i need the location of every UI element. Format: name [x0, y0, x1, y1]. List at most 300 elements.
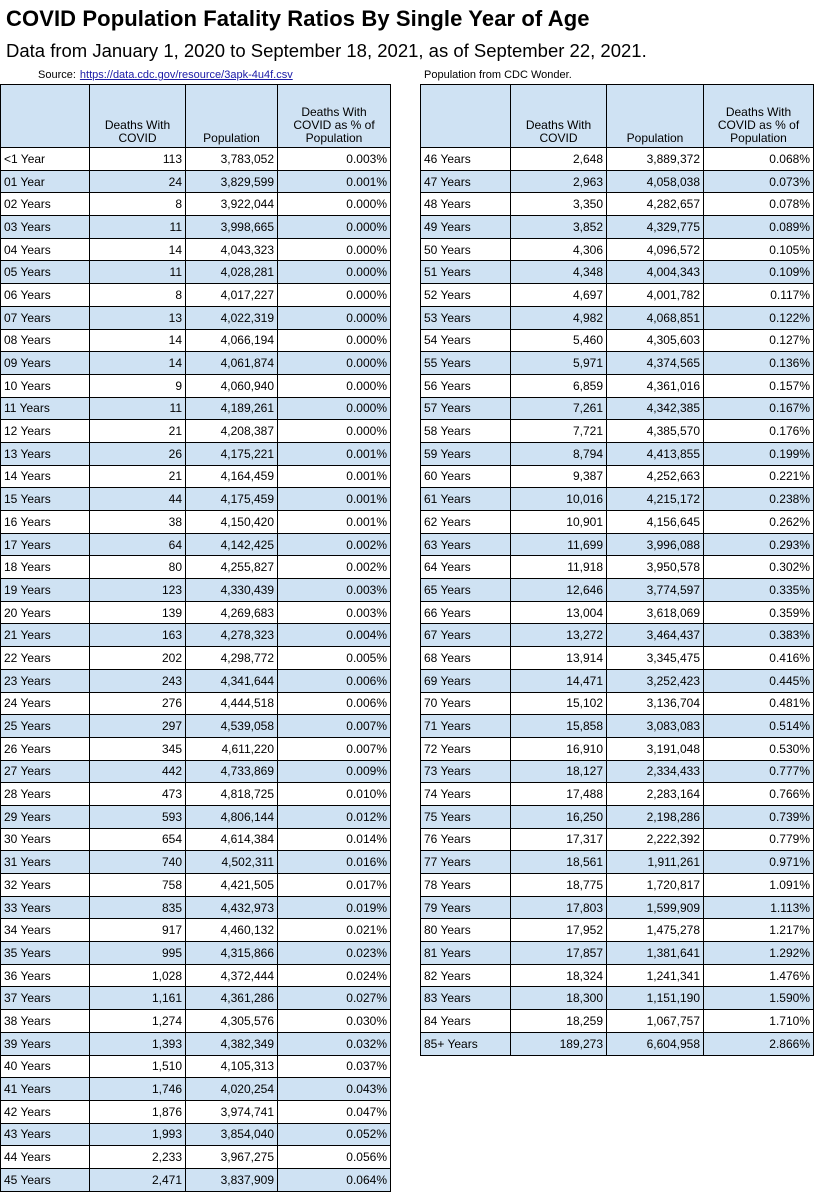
ratio-cell: 0.000%: [278, 193, 391, 216]
table-row: [1, 964, 391, 987]
page-title: COVID Population Fatality Ratios By Single Year of Age: [6, 6, 590, 31]
deaths-cell: 1,876: [90, 1100, 186, 1123]
age-cell: 26 Years: [1, 737, 90, 760]
ratio-cell: 1.113%: [704, 896, 814, 919]
deaths-cell: 7,721: [511, 420, 607, 443]
table-row: [1, 896, 391, 919]
age-cell: 28 Years: [1, 783, 90, 806]
age-cell: 68 Years: [421, 647, 511, 670]
table-row: [1, 874, 391, 897]
age-cell: 48 Years: [421, 193, 511, 216]
population-cell: 4,252,663: [607, 465, 704, 488]
population-note: Population from CDC Wonder.: [424, 69, 572, 81]
table-row: [421, 170, 814, 193]
age-cell: 74 Years: [421, 783, 511, 806]
age-cell: 63 Years: [421, 533, 511, 556]
deaths-cell: 5,460: [511, 329, 607, 352]
ratio-cell: 0.007%: [278, 715, 391, 738]
ratio-cell: 0.000%: [278, 397, 391, 420]
deaths-cell: 593: [90, 805, 186, 828]
table-row: [1, 397, 391, 420]
ratio-cell: 0.122%: [704, 306, 814, 329]
ratio-cell: 0.514%: [704, 715, 814, 738]
age-cell: 84 Years: [421, 1010, 511, 1033]
deaths-cell: 6,859: [511, 374, 607, 397]
age-cell: 66 Years: [421, 601, 511, 624]
deaths-cell: 13: [90, 306, 186, 329]
table-row: [421, 556, 814, 579]
table-row: [1, 1123, 391, 1146]
population-cell: 3,996,088: [607, 533, 704, 556]
population-cell: 3,967,275: [186, 1146, 278, 1169]
population-cell: 3,837,909: [186, 1168, 278, 1191]
ratio-cell: 0.089%: [704, 216, 814, 239]
ratio-cell: 0.105%: [704, 238, 814, 261]
population-cell: 4,278,323: [186, 624, 278, 647]
deaths-cell: 202: [90, 647, 186, 670]
population-cell: 4,315,866: [186, 942, 278, 965]
age-cell: 80 Years: [421, 919, 511, 942]
ratio-cell: 0.481%: [704, 692, 814, 715]
population-cell: 3,191,048: [607, 737, 704, 760]
ratio-cell: 0.017%: [278, 874, 391, 897]
table-row: [421, 715, 814, 738]
population-cell: 4,066,194: [186, 329, 278, 352]
age-cell: 33 Years: [1, 896, 90, 919]
deaths-cell: 4,697: [511, 284, 607, 307]
age-cell: 05 Years: [1, 261, 90, 284]
table-row: [421, 896, 814, 919]
age-cell: <1 Year: [1, 148, 90, 171]
table-row: [1, 442, 391, 465]
deaths-cell: 4,982: [511, 306, 607, 329]
ratio-cell: 0.000%: [278, 238, 391, 261]
population-cell: 4,361,016: [607, 374, 704, 397]
table-row: [421, 987, 814, 1010]
deaths-cell: 10,016: [511, 488, 607, 511]
population-cell: 4,058,038: [607, 170, 704, 193]
table-row: [421, 261, 814, 284]
table-row: [1, 1010, 391, 1033]
age-cell: 34 Years: [1, 919, 90, 942]
ratio-cell: 0.012%: [278, 805, 391, 828]
table-row: [1, 284, 391, 307]
age-cell: 76 Years: [421, 828, 511, 851]
age-cell: 46 Years: [421, 148, 511, 171]
ratio-cell: 0.073%: [704, 170, 814, 193]
deaths-cell: 11,918: [511, 556, 607, 579]
deaths-cell: 13,914: [511, 647, 607, 670]
age-cell: 79 Years: [421, 896, 511, 919]
deaths-cell: 1,028: [90, 964, 186, 987]
age-cell: 15 Years: [1, 488, 90, 511]
population-cell: 3,464,437: [607, 624, 704, 647]
table-row: [421, 828, 814, 851]
population-cell: 4,001,782: [607, 284, 704, 307]
table-row: [1, 216, 391, 239]
ratio-cell: 0.005%: [278, 647, 391, 670]
age-cell: 58 Years: [421, 420, 511, 443]
age-cell: 37 Years: [1, 987, 90, 1010]
col-header-ratio: Deaths With COVID as % of Population: [278, 85, 391, 148]
deaths-cell: 473: [90, 783, 186, 806]
population-cell: 3,774,597: [607, 579, 704, 602]
deaths-cell: 26: [90, 442, 186, 465]
ratio-cell: 0.416%: [704, 647, 814, 670]
deaths-cell: 3,350: [511, 193, 607, 216]
age-cell: 67 Years: [421, 624, 511, 647]
table-row: [1, 374, 391, 397]
population-cell: 4,361,286: [186, 987, 278, 1010]
ratio-cell: 0.006%: [278, 669, 391, 692]
deaths-cell: 14: [90, 329, 186, 352]
population-cell: 4,164,459: [186, 465, 278, 488]
table-row: [421, 488, 814, 511]
deaths-cell: 14: [90, 352, 186, 375]
ratio-cell: 0.262%: [704, 511, 814, 534]
age-cell: 43 Years: [1, 1123, 90, 1146]
table-row: [421, 601, 814, 624]
ratio-cell: 0.027%: [278, 987, 391, 1010]
population-cell: 6,604,958: [607, 1032, 704, 1055]
population-cell: 2,222,392: [607, 828, 704, 851]
table-row: [1, 624, 391, 647]
deaths-cell: 44: [90, 488, 186, 511]
ratio-cell: 1.217%: [704, 919, 814, 942]
col-header-ratio: Deaths With COVID as % of Population: [704, 85, 814, 148]
table-row: [1, 692, 391, 715]
population-cell: 4,020,254: [186, 1078, 278, 1101]
table-row: [1, 511, 391, 534]
table-row: [1, 533, 391, 556]
ratio-cell: 0.068%: [704, 148, 814, 171]
age-cell: 75 Years: [421, 805, 511, 828]
population-cell: 4,142,425: [186, 533, 278, 556]
population-cell: 4,105,313: [186, 1055, 278, 1078]
deaths-cell: 1,510: [90, 1055, 186, 1078]
table-row: [421, 511, 814, 534]
table-row: [421, 647, 814, 670]
table-row: [421, 942, 814, 965]
table-row: [1, 715, 391, 738]
table-row: [1, 987, 391, 1010]
population-cell: 2,283,164: [607, 783, 704, 806]
table-row: [1, 647, 391, 670]
ratio-cell: 0.777%: [704, 760, 814, 783]
col-header-age: [421, 85, 511, 148]
deaths-cell: 2,233: [90, 1146, 186, 1169]
age-cell: 70 Years: [421, 692, 511, 715]
source-line: [38, 69, 293, 81]
age-cell: 12 Years: [1, 420, 90, 443]
table-row: [421, 374, 814, 397]
ratio-cell: 0.000%: [278, 216, 391, 239]
population-cell: 4,341,644: [186, 669, 278, 692]
table-row: [421, 783, 814, 806]
population-cell: 4,156,645: [607, 511, 704, 534]
deaths-cell: 4,348: [511, 261, 607, 284]
ratio-cell: 0.127%: [704, 329, 814, 352]
deaths-cell: 17,488: [511, 783, 607, 806]
table-row: [1, 1146, 391, 1169]
age-cell: 09 Years: [1, 352, 90, 375]
population-cell: 4,374,565: [607, 352, 704, 375]
age-cell: 73 Years: [421, 760, 511, 783]
ratio-cell: 0.024%: [278, 964, 391, 987]
deaths-cell: 5,971: [511, 352, 607, 375]
population-cell: 4,175,459: [186, 488, 278, 511]
age-cell: 44 Years: [1, 1146, 90, 1169]
table-row: [421, 1032, 814, 1055]
population-cell: 4,175,221: [186, 442, 278, 465]
population-cell: 4,385,570: [607, 420, 704, 443]
age-cell: 02 Years: [1, 193, 90, 216]
table-row: [1, 942, 391, 965]
deaths-cell: 18,775: [511, 874, 607, 897]
deaths-cell: 8,794: [511, 442, 607, 465]
ratio-cell: 0.001%: [278, 170, 391, 193]
ratio-cell: 0.359%: [704, 601, 814, 624]
population-cell: 4,444,518: [186, 692, 278, 715]
population-cell: 4,208,387: [186, 420, 278, 443]
age-cell: 45 Years: [1, 1168, 90, 1191]
ratio-cell: 0.007%: [278, 737, 391, 760]
table-row: [1, 851, 391, 874]
ratio-cell: 0.043%: [278, 1078, 391, 1101]
table-row: [1, 1055, 391, 1078]
population-cell: 4,028,281: [186, 261, 278, 284]
population-cell: 2,334,433: [607, 760, 704, 783]
col-header-deaths: Deaths With COVID: [90, 85, 186, 148]
deaths-cell: 1,993: [90, 1123, 186, 1146]
table-row: [421, 533, 814, 556]
population-cell: 1,720,817: [607, 874, 704, 897]
population-cell: 3,974,741: [186, 1100, 278, 1123]
age-cell: 31 Years: [1, 851, 90, 874]
ratio-cell: 1.292%: [704, 942, 814, 965]
deaths-cell: 758: [90, 874, 186, 897]
population-cell: 4,298,772: [186, 647, 278, 670]
table-row: [421, 851, 814, 874]
age-cell: 41 Years: [1, 1078, 90, 1101]
table-row: [421, 805, 814, 828]
col-header-population: Population: [186, 85, 278, 148]
age-cell: 21 Years: [1, 624, 90, 647]
ratio-cell: 0.176%: [704, 420, 814, 443]
col-header-population: Population: [607, 85, 704, 148]
age-cell: 40 Years: [1, 1055, 90, 1078]
population-cell: 3,083,083: [607, 715, 704, 738]
deaths-cell: 16,250: [511, 805, 607, 828]
ratio-cell: 1.710%: [704, 1010, 814, 1033]
age-cell: 85+ Years: [421, 1032, 511, 1055]
ratio-cell: 0.221%: [704, 465, 814, 488]
population-cell: 4,539,058: [186, 715, 278, 738]
deaths-cell: 123: [90, 579, 186, 602]
table-row: [421, 442, 814, 465]
table-row: [1, 352, 391, 375]
population-cell: 3,829,599: [186, 170, 278, 193]
population-cell: 4,413,855: [607, 442, 704, 465]
table-row: [1, 1032, 391, 1055]
deaths-cell: 14,471: [511, 669, 607, 692]
ratio-cell: 0.002%: [278, 556, 391, 579]
deaths-cell: 345: [90, 737, 186, 760]
population-cell: 4,382,349: [186, 1032, 278, 1055]
population-cell: 2,198,286: [607, 805, 704, 828]
table-row: [1, 579, 391, 602]
ratio-cell: 0.064%: [278, 1168, 391, 1191]
population-cell: 4,460,132: [186, 919, 278, 942]
deaths-cell: 163: [90, 624, 186, 647]
deaths-cell: 1,274: [90, 1010, 186, 1033]
deaths-cell: 2,963: [511, 170, 607, 193]
deaths-cell: 17,317: [511, 828, 607, 851]
age-cell: 69 Years: [421, 669, 511, 692]
table-row: [421, 579, 814, 602]
deaths-cell: 7,261: [511, 397, 607, 420]
age-cell: 24 Years: [1, 692, 90, 715]
age-cell: 59 Years: [421, 442, 511, 465]
deaths-cell: 11: [90, 397, 186, 420]
age-cell: 35 Years: [1, 942, 90, 965]
ratio-cell: 0.010%: [278, 783, 391, 806]
header-row: [421, 85, 814, 148]
age-cell: 53 Years: [421, 306, 511, 329]
age-cell: 71 Years: [421, 715, 511, 738]
age-cell: 81 Years: [421, 942, 511, 965]
age-cell: 49 Years: [421, 216, 511, 239]
deaths-cell: 80: [90, 556, 186, 579]
ratio-cell: 0.157%: [704, 374, 814, 397]
ratio-cell: 0.335%: [704, 579, 814, 602]
age-cell: 32 Years: [1, 874, 90, 897]
age-cell: 39 Years: [1, 1032, 90, 1055]
age-cell: 08 Years: [1, 329, 90, 352]
population-cell: 3,889,372: [607, 148, 704, 171]
deaths-cell: 1,393: [90, 1032, 186, 1055]
deaths-cell: 14: [90, 238, 186, 261]
population-cell: 4,733,869: [186, 760, 278, 783]
table-ages-0-45: [0, 84, 391, 1192]
table-row: [1, 465, 391, 488]
col-header-deaths: Deaths With COVID: [511, 85, 607, 148]
population-cell: 1,067,757: [607, 1010, 704, 1033]
ratio-cell: 0.971%: [704, 851, 814, 874]
table-row: [1, 1168, 391, 1191]
table-row: [421, 919, 814, 942]
age-cell: 57 Years: [421, 397, 511, 420]
deaths-cell: 113: [90, 148, 186, 171]
population-cell: 4,189,261: [186, 397, 278, 420]
population-cell: 3,252,423: [607, 669, 704, 692]
ratio-cell: 0.023%: [278, 942, 391, 965]
ratio-cell: 0.739%: [704, 805, 814, 828]
population-cell: 4,342,385: [607, 397, 704, 420]
age-cell: 04 Years: [1, 238, 90, 261]
ratio-cell: 0.167%: [704, 397, 814, 420]
ratio-cell: 0.766%: [704, 783, 814, 806]
deaths-cell: 18,127: [511, 760, 607, 783]
table-row: [1, 238, 391, 261]
table-row: [1, 828, 391, 851]
table-row: [1, 1078, 391, 1101]
deaths-cell: 38: [90, 511, 186, 534]
table-row: [1, 805, 391, 828]
ratio-cell: 0.001%: [278, 465, 391, 488]
ratio-cell: 0.109%: [704, 261, 814, 284]
deaths-cell: 139: [90, 601, 186, 624]
population-cell: 4,372,444: [186, 964, 278, 987]
table-row: [1, 737, 391, 760]
age-cell: 06 Years: [1, 284, 90, 307]
table-row: [1, 556, 391, 579]
table-row: [1, 919, 391, 942]
table-row: [421, 964, 814, 987]
age-cell: 72 Years: [421, 737, 511, 760]
population-cell: 4,806,144: [186, 805, 278, 828]
deaths-cell: 10,901: [511, 511, 607, 534]
deaths-cell: 243: [90, 669, 186, 692]
age-cell: 22 Years: [1, 647, 90, 670]
ratio-cell: 0.383%: [704, 624, 814, 647]
age-cell: 61 Years: [421, 488, 511, 511]
age-cell: 51 Years: [421, 261, 511, 284]
ratio-cell: 0.779%: [704, 828, 814, 851]
age-cell: 27 Years: [1, 760, 90, 783]
deaths-cell: 8: [90, 193, 186, 216]
ratio-cell: 0.000%: [278, 329, 391, 352]
deaths-cell: 24: [90, 170, 186, 193]
population-cell: 4,215,172: [607, 488, 704, 511]
deaths-cell: 740: [90, 851, 186, 874]
table-row: [1, 306, 391, 329]
ratio-cell: 0.030%: [278, 1010, 391, 1033]
table-row: [421, 193, 814, 216]
age-cell: 01 Year: [1, 170, 90, 193]
deaths-cell: 17,803: [511, 896, 607, 919]
deaths-cell: 442: [90, 760, 186, 783]
population-cell: 3,998,665: [186, 216, 278, 239]
ratio-cell: 1.590%: [704, 987, 814, 1010]
age-cell: 52 Years: [421, 284, 511, 307]
age-cell: 30 Years: [1, 828, 90, 851]
deaths-cell: 18,561: [511, 851, 607, 874]
ratio-cell: 0.003%: [278, 148, 391, 171]
ratio-cell: 0.047%: [278, 1100, 391, 1123]
table-row: [1, 1100, 391, 1123]
age-cell: 60 Years: [421, 465, 511, 488]
ratio-cell: 0.302%: [704, 556, 814, 579]
ratio-cell: 0.199%: [704, 442, 814, 465]
population-cell: 4,818,725: [186, 783, 278, 806]
population-cell: 4,614,384: [186, 828, 278, 851]
age-cell: 83 Years: [421, 987, 511, 1010]
table-row: [421, 1010, 814, 1033]
deaths-cell: 1,746: [90, 1078, 186, 1101]
deaths-cell: 16,910: [511, 737, 607, 760]
ratio-cell: 0.021%: [278, 919, 391, 942]
ratio-cell: 0.016%: [278, 851, 391, 874]
population-cell: 3,854,040: [186, 1123, 278, 1146]
table-row: [421, 148, 814, 171]
population-cell: 1,599,909: [607, 896, 704, 919]
population-cell: 4,330,439: [186, 579, 278, 602]
population-cell: 4,043,323: [186, 238, 278, 261]
table-row: [1, 783, 391, 806]
age-cell: 19 Years: [1, 579, 90, 602]
source-link[interactable]: https://data.cdc.gov/resource/3apk-4u4f.csv: [79, 69, 293, 81]
